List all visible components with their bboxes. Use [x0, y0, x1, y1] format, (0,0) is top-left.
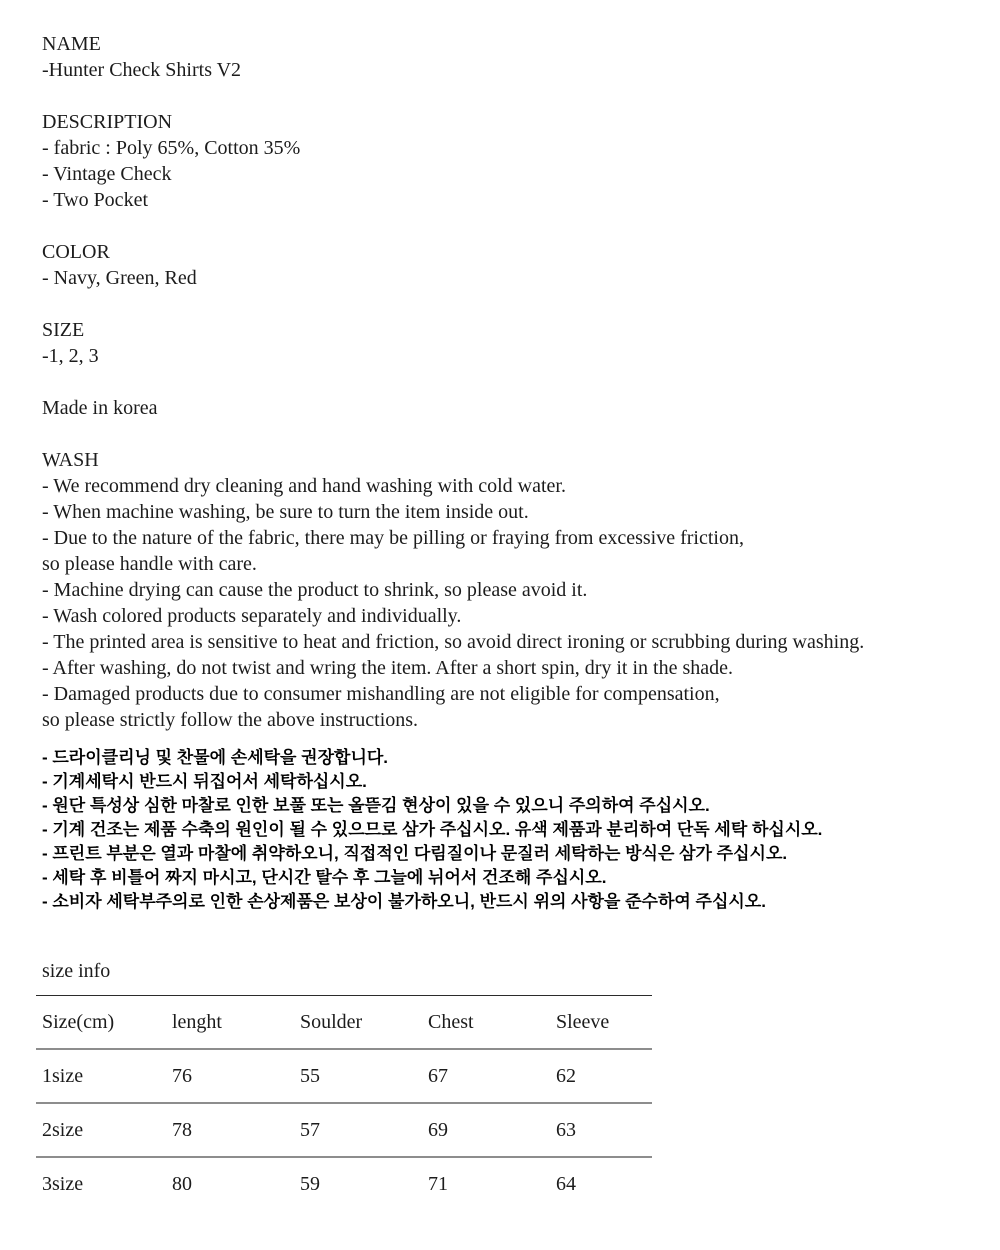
- korean-care-line: - 기계 건조는 제품 수축의 원인이 될 수 있으므로 삼가 주십시오. 유색 제품과 분리하여 단독 세탁 하십시오.: [42, 820, 823, 839]
- size-table-cell: 76: [172, 1064, 192, 1087]
- wash-instruction-line: so please strictly follow the above instructions.: [42, 709, 419, 731]
- color-value: - Navy, Green, Red: [42, 267, 197, 289]
- size-table-row: [36, 1103, 652, 1157]
- description-line: - fabric : Poly 65%, Cotton 35%: [42, 137, 301, 159]
- size-table-header-row: [36, 996, 652, 1050]
- wash-instruction-line: - We recommend dry cleaning and hand washing with cold water.: [42, 475, 566, 497]
- wash-instruction-line: - After washing, do not twist and wring the item. After a short spin, dry it in the shade.: [42, 657, 733, 679]
- size-heading: SIZE: [42, 319, 85, 341]
- size-table-cell: 57: [300, 1118, 320, 1141]
- size-table-cell: 71: [428, 1172, 448, 1195]
- size-table-cell: 67: [428, 1064, 448, 1087]
- korean-care-line: - 원단 특성상 심한 마찰로 인한 보풀 또는 올뜯김 현상이 있을 수 있으니 주의하여 주십시오.: [42, 796, 710, 815]
- origin-section: [42, 395, 970, 421]
- wash-section: [42, 447, 970, 733]
- size-table-cell: 63: [556, 1118, 576, 1141]
- size-table-cell: 69: [428, 1118, 448, 1141]
- size-table-cell: 78: [172, 1118, 192, 1141]
- size-table-cell: 62: [556, 1064, 576, 1087]
- wash-instruction-line: so please handle with care.: [42, 553, 257, 575]
- korean-care-line: - 세탁 후 비틀어 짜지 마시고, 단시간 탈수 후 그늘에 뉘어서 건조해 주십시오.: [42, 868, 607, 887]
- size-table-col-header: Chest: [428, 1010, 474, 1033]
- size-value: -1, 2, 3: [42, 345, 99, 367]
- size-table-cell: 59: [300, 1172, 320, 1195]
- description-line: - Two Pocket: [42, 189, 148, 211]
- wash-instruction-line: - Machine drying can cause the product to shrink, so please avoid it.: [42, 579, 588, 601]
- name-section: [42, 31, 970, 83]
- wash-instruction-line: - When machine washing, be sure to turn the item inside out.: [42, 501, 529, 523]
- size-table-col-header: Sleeve: [556, 1010, 610, 1033]
- size-table-cell: 80: [172, 1172, 192, 1195]
- korean-care-line: - 기계세탁시 반드시 뒤집어서 세탁하십시오.: [42, 772, 367, 791]
- description-section: [42, 109, 970, 213]
- size-info-title-wrap: [42, 958, 970, 984]
- description-heading: DESCRIPTION: [42, 111, 173, 133]
- origin-text: Made in korea: [42, 397, 158, 419]
- wash-instruction-line: - Due to the nature of the fabric, there may be pilling or fraying from excessive friction,: [42, 527, 744, 549]
- size-section: [42, 317, 970, 369]
- wash-heading: WASH: [42, 449, 99, 471]
- wash-instruction-line: - The printed area is sensitive to heat and friction, so avoid direct ironing or scrubbing during washing.: [42, 631, 865, 653]
- size-table-cell: 1size: [42, 1064, 84, 1087]
- product-name: -Hunter Check Shirts V2: [42, 59, 242, 81]
- korean-care-line: - 소비자 세탁부주의로 인한 손상제품은 보상이 불가하오니, 반드시 위의 사항을 준수하여 주십시오.: [42, 892, 766, 911]
- size-table-row: [36, 1157, 652, 1210]
- size-table-col-header: Size(cm): [42, 1010, 115, 1033]
- size-info-title: size info: [42, 960, 111, 982]
- size-table: [36, 995, 652, 1210]
- size-table-col-header: Soulder: [300, 1010, 363, 1033]
- wash-instruction-line: - Wash colored products separately and individually.: [42, 605, 462, 627]
- korean-care-text: [42, 746, 970, 914]
- korean-care-line: - 드라이클리닝 및 찬물에 손세탁을 권장합니다.: [42, 748, 389, 767]
- description-line: - Vintage Check: [42, 163, 172, 185]
- wash-instruction-line: - Damaged products due to consumer mishandling are not eligible for compensation,: [42, 683, 720, 705]
- name-heading: NAME: [42, 33, 101, 55]
- size-table-cell: 55: [300, 1064, 320, 1087]
- color-heading: COLOR: [42, 241, 110, 263]
- size-table-row: [36, 1049, 652, 1103]
- color-section: [42, 239, 970, 291]
- size-table-cell: 64: [556, 1172, 576, 1195]
- size-table-cell: 3size: [42, 1172, 84, 1195]
- korean-care-line: - 프린트 부분은 열과 마찰에 취약하오니, 직접적인 다림질이나 문질러 세탁하는 방식은 삼가 주십시오.: [42, 844, 788, 863]
- size-table-col-header: lenght: [172, 1010, 222, 1033]
- size-table-cell: 2size: [42, 1118, 84, 1141]
- english-detail-text: [42, 31, 970, 733]
